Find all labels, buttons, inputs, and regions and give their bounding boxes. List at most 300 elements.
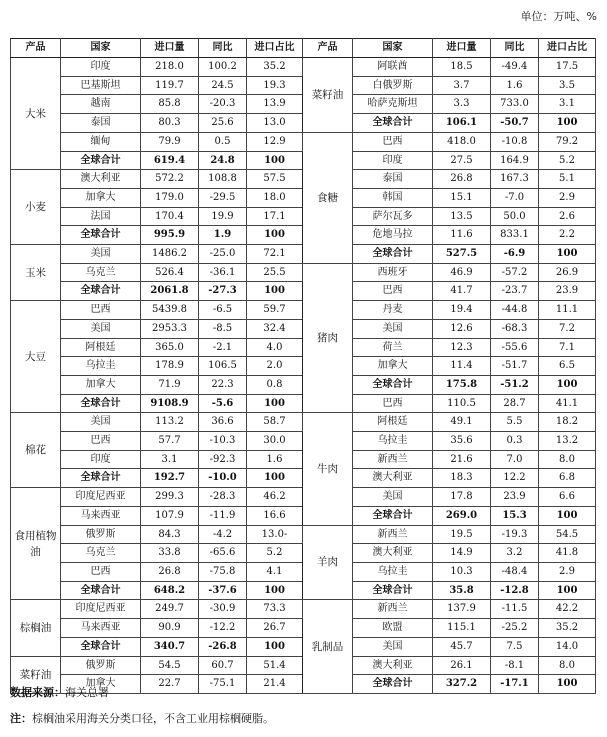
country-cell: 巴西 bbox=[353, 394, 433, 413]
volume-cell: 106.1 bbox=[433, 114, 491, 133]
country-cell: 俄罗斯 bbox=[61, 525, 141, 544]
share-cell: 57.5 bbox=[247, 170, 303, 189]
share-cell: 13.0 bbox=[247, 114, 303, 133]
table-row bbox=[11, 600, 596, 619]
share-cell: 100 bbox=[539, 114, 596, 133]
yoy-cell: -11.9 bbox=[199, 506, 247, 525]
country-cell: 欧盟 bbox=[353, 619, 433, 638]
yoy-cell: 1.9 bbox=[199, 226, 247, 245]
volume-cell: 33.8 bbox=[141, 544, 199, 563]
volume-cell: 107.9 bbox=[141, 506, 199, 525]
volume-cell: 365.0 bbox=[141, 338, 199, 357]
yoy-cell: 167.3 bbox=[491, 170, 539, 189]
volume-cell: 57.7 bbox=[141, 432, 199, 451]
volume-cell: 22.7 bbox=[141, 675, 199, 694]
volume-cell: 5439.8 bbox=[141, 301, 199, 320]
country-cell: 巴西 bbox=[61, 562, 141, 581]
yoy-cell: -51.2 bbox=[491, 375, 539, 394]
product-cell: 棕榈油 bbox=[11, 600, 61, 656]
volume-cell: 19.4 bbox=[433, 301, 491, 320]
share-cell: 17.1 bbox=[247, 207, 303, 226]
volume-cell: 327.2 bbox=[433, 675, 491, 694]
volume-cell: 113.2 bbox=[141, 413, 199, 432]
share-cell: 6.5 bbox=[539, 357, 596, 376]
yoy-cell: 164.9 bbox=[491, 151, 539, 170]
yoy-cell: 19.9 bbox=[199, 207, 247, 226]
country-cell: 乌拉圭 bbox=[61, 357, 141, 376]
country-cell: 美国 bbox=[61, 245, 141, 264]
header-product-right: 产品 bbox=[303, 39, 353, 58]
product-cell: 大米 bbox=[11, 58, 61, 170]
yoy-cell: -30.9 bbox=[199, 600, 247, 619]
unit-label: 单位：万吨、% bbox=[520, 10, 597, 23]
country-cell: 泰国 bbox=[353, 170, 433, 189]
share-cell: 4.1 bbox=[247, 562, 303, 581]
volume-cell: 9108.9 bbox=[141, 394, 199, 413]
share-cell: 18.2 bbox=[539, 413, 596, 432]
yoy-cell: -8.1 bbox=[491, 656, 539, 675]
country-cell: 乌克兰 bbox=[61, 263, 141, 282]
share-cell: 72.1 bbox=[247, 245, 303, 264]
country-cell: 乌拉圭 bbox=[353, 432, 433, 451]
country-cell: 丹麦 bbox=[353, 301, 433, 320]
volume-cell: 41.7 bbox=[433, 282, 491, 301]
volume-cell: 2061.8 bbox=[141, 282, 199, 301]
country-cell: 印度 bbox=[61, 450, 141, 469]
share-cell: 4.0 bbox=[247, 338, 303, 357]
share-cell: 100 bbox=[539, 581, 596, 600]
share-cell: 100 bbox=[539, 245, 596, 264]
share-cell: 100 bbox=[247, 226, 303, 245]
yoy-cell: 5.5 bbox=[491, 413, 539, 432]
share-cell: 59.7 bbox=[247, 301, 303, 320]
yoy-cell: 0.5 bbox=[199, 132, 247, 151]
country-cell: 白俄罗斯 bbox=[353, 76, 433, 95]
country-cell: 新西兰 bbox=[353, 525, 433, 544]
share-cell: 2.9 bbox=[539, 562, 596, 581]
header-country: 国家 bbox=[61, 39, 141, 58]
share-cell: 5.2 bbox=[539, 151, 596, 170]
yoy-cell: -92.3 bbox=[199, 450, 247, 469]
yoy-cell: -49.4 bbox=[491, 58, 539, 77]
product-cell: 小麦 bbox=[11, 170, 61, 245]
yoy-cell: -75.1 bbox=[199, 675, 247, 694]
volume-cell: 14.9 bbox=[433, 544, 491, 563]
share-cell: 73.3 bbox=[247, 600, 303, 619]
header-share: 进口占比 bbox=[247, 39, 303, 58]
table-row bbox=[11, 263, 596, 282]
volume-cell: 418.0 bbox=[433, 132, 491, 151]
yoy-cell: 24.8 bbox=[199, 151, 247, 170]
share-cell: 11.1 bbox=[539, 301, 596, 320]
share-cell: 13.2 bbox=[539, 432, 596, 451]
yoy-cell: -51.7 bbox=[491, 357, 539, 376]
yoy-cell: -57.2 bbox=[491, 263, 539, 282]
country-cell: 全球合计 bbox=[353, 245, 433, 264]
country-cell: 危地马拉 bbox=[353, 226, 433, 245]
country-cell: 全球合计 bbox=[61, 581, 141, 600]
volume-cell: 2953.3 bbox=[141, 319, 199, 338]
volume-cell: 526.4 bbox=[141, 263, 199, 282]
share-cell: 2.2 bbox=[539, 226, 596, 245]
share-cell: 79.2 bbox=[539, 132, 596, 151]
yoy-cell: 7.5 bbox=[491, 637, 539, 656]
country-cell: 印度尼西亚 bbox=[61, 488, 141, 507]
country-cell: 哈萨克斯坦 bbox=[353, 95, 433, 114]
source-value: 海关总署 bbox=[65, 686, 109, 699]
country-cell: 加拿大 bbox=[61, 675, 141, 694]
volume-cell: 45.7 bbox=[433, 637, 491, 656]
yoy-cell: 1.6 bbox=[491, 76, 539, 95]
yoy-cell: -25.2 bbox=[491, 619, 539, 638]
yoy-cell: 23.9 bbox=[491, 488, 539, 507]
volume-cell: 3.7 bbox=[433, 76, 491, 95]
country-cell: 美国 bbox=[353, 319, 433, 338]
country-cell: 乌克兰 bbox=[61, 544, 141, 563]
yoy-cell: 28.7 bbox=[491, 394, 539, 413]
product-cell: 菜籽油 bbox=[303, 58, 353, 133]
share-cell: 35.2 bbox=[539, 619, 596, 638]
country-cell: 全球合计 bbox=[61, 151, 141, 170]
country-cell: 全球合计 bbox=[353, 114, 433, 133]
volume-cell: 115.1 bbox=[433, 619, 491, 638]
country-cell: 美国 bbox=[353, 637, 433, 656]
yoy-cell: -12.8 bbox=[491, 581, 539, 600]
yoy-cell: 24.5 bbox=[199, 76, 247, 95]
yoy-cell: -10.8 bbox=[491, 132, 539, 151]
volume-cell: 17.8 bbox=[433, 488, 491, 507]
share-cell: 13.9 bbox=[247, 95, 303, 114]
volume-cell: 527.5 bbox=[433, 245, 491, 264]
share-cell: 100 bbox=[539, 375, 596, 394]
share-cell: 100 bbox=[247, 469, 303, 488]
yoy-cell: 15.3 bbox=[491, 506, 539, 525]
yoy-cell: -36.1 bbox=[199, 263, 247, 282]
share-cell: 8.0 bbox=[539, 656, 596, 675]
share-cell: 7.2 bbox=[539, 319, 596, 338]
product-cell: 玉米 bbox=[11, 245, 61, 301]
product-cell: 牛肉 bbox=[303, 413, 353, 525]
yoy-cell: -8.5 bbox=[199, 319, 247, 338]
yoy-cell: -10.0 bbox=[199, 469, 247, 488]
share-cell: 19.3 bbox=[247, 76, 303, 95]
volume-cell: 1486.2 bbox=[141, 245, 199, 264]
yoy-cell: 106.5 bbox=[199, 357, 247, 376]
share-cell: 100 bbox=[247, 151, 303, 170]
yoy-cell: 7.0 bbox=[491, 450, 539, 469]
note-value: 棕榈油采用海关分类口径，不含工业用棕榈硬脂。 bbox=[32, 712, 274, 725]
country-cell: 全球合计 bbox=[353, 675, 433, 694]
country-cell: 加拿大 bbox=[353, 357, 433, 376]
share-cell: 1.6 bbox=[247, 450, 303, 469]
country-cell: 加拿大 bbox=[61, 188, 141, 207]
share-cell: 0.8 bbox=[247, 375, 303, 394]
share-cell: 100 bbox=[247, 581, 303, 600]
volume-cell: 79.9 bbox=[141, 132, 199, 151]
country-cell: 缅甸 bbox=[61, 132, 141, 151]
country-cell: 全球合计 bbox=[353, 375, 433, 394]
volume-cell: 18.5 bbox=[433, 58, 491, 77]
share-cell: 100 bbox=[247, 282, 303, 301]
country-cell: 巴西 bbox=[353, 282, 433, 301]
country-cell: 美国 bbox=[61, 319, 141, 338]
volume-cell: 21.6 bbox=[433, 450, 491, 469]
share-cell: 100 bbox=[539, 675, 596, 694]
volume-cell: 54.5 bbox=[141, 656, 199, 675]
product-cell: 棉花 bbox=[11, 413, 61, 488]
volume-cell: 71.9 bbox=[141, 375, 199, 394]
share-cell: 25.5 bbox=[247, 263, 303, 282]
yoy-cell: -28.3 bbox=[199, 488, 247, 507]
yoy-cell: 12.2 bbox=[491, 469, 539, 488]
country-cell: 澳大利亚 bbox=[61, 170, 141, 189]
yoy-cell: -65.6 bbox=[199, 544, 247, 563]
product-cell: 乳制品 bbox=[303, 600, 353, 694]
table-row bbox=[11, 413, 596, 432]
volume-cell: 49.1 bbox=[433, 413, 491, 432]
volume-cell: 27.5 bbox=[433, 151, 491, 170]
share-cell: 6.8 bbox=[539, 469, 596, 488]
country-cell: 美国 bbox=[353, 488, 433, 507]
share-cell: 51.4 bbox=[247, 656, 303, 675]
header-yoy: 同比 bbox=[199, 39, 247, 58]
yoy-cell: -4.2 bbox=[199, 525, 247, 544]
product-cell: 食用植物油 bbox=[11, 488, 61, 600]
yoy-cell: -12.2 bbox=[199, 619, 247, 638]
yoy-cell: -7.0 bbox=[491, 188, 539, 207]
volume-cell: 13.5 bbox=[433, 207, 491, 226]
yoy-cell: -5.6 bbox=[199, 394, 247, 413]
country-cell: 乌拉圭 bbox=[353, 562, 433, 581]
volume-cell: 137.9 bbox=[433, 600, 491, 619]
table-row bbox=[11, 525, 596, 544]
volume-cell: 995.9 bbox=[141, 226, 199, 245]
country-cell: 澳大利亚 bbox=[353, 469, 433, 488]
share-cell: 32.4 bbox=[247, 319, 303, 338]
source-label: 数据来源： bbox=[10, 686, 65, 699]
yoy-cell: 0.3 bbox=[491, 432, 539, 451]
product-cell: 大豆 bbox=[11, 301, 61, 413]
country-cell: 巴西 bbox=[61, 432, 141, 451]
yoy-cell: -10.3 bbox=[199, 432, 247, 451]
country-cell: 新西兰 bbox=[353, 600, 433, 619]
volume-cell: 26.1 bbox=[433, 656, 491, 675]
yoy-cell: -17.1 bbox=[491, 675, 539, 694]
volume-cell: 80.3 bbox=[141, 114, 199, 133]
product-cell: 食糖 bbox=[303, 132, 353, 263]
share-cell: 18.0 bbox=[247, 188, 303, 207]
yoy-cell: 25.6 bbox=[199, 114, 247, 133]
volume-cell: 179.0 bbox=[141, 188, 199, 207]
volume-cell: 26.8 bbox=[141, 562, 199, 581]
volume-cell: 90.9 bbox=[141, 619, 199, 638]
country-cell: 西班牙 bbox=[353, 263, 433, 282]
yoy-cell: -23.7 bbox=[491, 282, 539, 301]
share-cell: 14.0 bbox=[539, 637, 596, 656]
share-cell: 26.9 bbox=[539, 263, 596, 282]
country-cell: 越南 bbox=[61, 95, 141, 114]
yoy-cell: -48.4 bbox=[491, 562, 539, 581]
yoy-cell: -37.6 bbox=[199, 581, 247, 600]
yoy-cell: -19.3 bbox=[491, 525, 539, 544]
volume-cell: 3.3 bbox=[433, 95, 491, 114]
country-cell: 荷兰 bbox=[353, 338, 433, 357]
country-cell: 泰国 bbox=[61, 114, 141, 133]
yoy-cell: 50.0 bbox=[491, 207, 539, 226]
volume-cell: 15.1 bbox=[433, 188, 491, 207]
volume-cell: 10.3 bbox=[433, 562, 491, 581]
header-volume: 进口量 bbox=[141, 39, 199, 58]
country-cell: 巴西 bbox=[61, 301, 141, 320]
volume-cell: 3.1 bbox=[141, 450, 199, 469]
share-cell: 13.0- bbox=[247, 525, 303, 544]
country-cell: 澳大利亚 bbox=[353, 656, 433, 675]
yoy-cell: -6.9 bbox=[491, 245, 539, 264]
country-cell: 马来西亚 bbox=[61, 619, 141, 638]
volume-cell: 26.8 bbox=[433, 170, 491, 189]
share-cell: 26.7 bbox=[247, 619, 303, 638]
yoy-cell: -29.5 bbox=[199, 188, 247, 207]
share-cell: 16.6 bbox=[247, 506, 303, 525]
yoy-cell: -27.3 bbox=[199, 282, 247, 301]
volume-cell: 11.6 bbox=[433, 226, 491, 245]
volume-cell: 619.4 bbox=[141, 151, 199, 170]
volume-cell: 119.7 bbox=[141, 76, 199, 95]
header-country-right: 国家 bbox=[353, 39, 433, 58]
header-yoy-right: 同比 bbox=[491, 39, 539, 58]
volume-cell: 299.3 bbox=[141, 488, 199, 507]
country-cell: 韩国 bbox=[353, 188, 433, 207]
product-cell: 菜籽油 bbox=[11, 656, 61, 693]
table-row bbox=[11, 132, 596, 151]
yoy-cell: -20.3 bbox=[199, 95, 247, 114]
yoy-cell: 36.6 bbox=[199, 413, 247, 432]
country-cell: 全球合计 bbox=[61, 282, 141, 301]
country-cell: 全球合计 bbox=[61, 637, 141, 656]
share-cell: 100 bbox=[539, 506, 596, 525]
yoy-cell: 833.1 bbox=[491, 226, 539, 245]
yoy-cell: 22.3 bbox=[199, 375, 247, 394]
country-cell: 阿联酋 bbox=[353, 58, 433, 77]
import-table bbox=[10, 38, 596, 694]
volume-cell: 84.3 bbox=[141, 525, 199, 544]
volume-cell: 19.5 bbox=[433, 525, 491, 544]
share-cell: 58.7 bbox=[247, 413, 303, 432]
yoy-cell: -11.5 bbox=[491, 600, 539, 619]
country-cell: 印度 bbox=[61, 58, 141, 77]
country-cell: 全球合计 bbox=[353, 581, 433, 600]
volume-cell: 269.0 bbox=[433, 506, 491, 525]
yoy-cell: -68.3 bbox=[491, 319, 539, 338]
share-cell: 30.0 bbox=[247, 432, 303, 451]
share-cell: 41.1 bbox=[539, 394, 596, 413]
source-line bbox=[10, 684, 109, 700]
volume-cell: 18.3 bbox=[433, 469, 491, 488]
share-cell: 21.4 bbox=[247, 675, 303, 694]
share-cell: 3.5 bbox=[539, 76, 596, 95]
share-cell: 41.8 bbox=[539, 544, 596, 563]
share-cell: 17.5 bbox=[539, 58, 596, 77]
table-body bbox=[11, 58, 596, 694]
volume-cell: 218.0 bbox=[141, 58, 199, 77]
yoy-cell: 100.2 bbox=[199, 58, 247, 77]
share-cell: 2.0 bbox=[247, 357, 303, 376]
volume-cell: 175.8 bbox=[433, 375, 491, 394]
product-cell: 羊肉 bbox=[303, 525, 353, 600]
volume-cell: 11.4 bbox=[433, 357, 491, 376]
country-cell: 印度尼西亚 bbox=[61, 600, 141, 619]
share-cell: 35.2 bbox=[247, 58, 303, 77]
country-cell: 萨尔瓦多 bbox=[353, 207, 433, 226]
share-cell: 12.9 bbox=[247, 132, 303, 151]
yoy-cell: -55.6 bbox=[491, 338, 539, 357]
yoy-cell: -26.8 bbox=[199, 637, 247, 656]
share-cell: 42.2 bbox=[539, 600, 596, 619]
country-cell: 巴西 bbox=[353, 132, 433, 151]
volume-cell: 35.8 bbox=[433, 581, 491, 600]
share-cell: 7.1 bbox=[539, 338, 596, 357]
country-cell: 全球合计 bbox=[353, 506, 433, 525]
volume-cell: 192.7 bbox=[141, 469, 199, 488]
share-cell: 3.1 bbox=[539, 95, 596, 114]
volume-cell: 46.9 bbox=[433, 263, 491, 282]
header-share-right: 进口占比 bbox=[539, 39, 596, 58]
share-cell: 2.6 bbox=[539, 207, 596, 226]
share-cell: 23.9 bbox=[539, 282, 596, 301]
volume-cell: 12.6 bbox=[433, 319, 491, 338]
volume-cell: 648.2 bbox=[141, 581, 199, 600]
yoy-cell: -25.0 bbox=[199, 245, 247, 264]
country-cell: 巴基斯坦 bbox=[61, 76, 141, 95]
share-cell: 6.6 bbox=[539, 488, 596, 507]
share-cell: 2.9 bbox=[539, 188, 596, 207]
product-cell: 猪肉 bbox=[303, 263, 353, 413]
country-cell: 美国 bbox=[61, 413, 141, 432]
volume-cell: 12.3 bbox=[433, 338, 491, 357]
volume-cell: 249.7 bbox=[141, 600, 199, 619]
country-cell: 澳大利亚 bbox=[353, 544, 433, 563]
volume-cell: 35.6 bbox=[433, 432, 491, 451]
volume-cell: 572.2 bbox=[141, 170, 199, 189]
yoy-cell: 733.0 bbox=[491, 95, 539, 114]
note-line bbox=[10, 710, 274, 726]
note-label: 注： bbox=[10, 712, 32, 725]
volume-cell: 340.7 bbox=[141, 637, 199, 656]
country-cell: 印度 bbox=[353, 151, 433, 170]
country-cell: 新西兰 bbox=[353, 450, 433, 469]
volume-cell: 178.9 bbox=[141, 357, 199, 376]
share-cell: 54.5 bbox=[539, 525, 596, 544]
volume-cell: 85.8 bbox=[141, 95, 199, 114]
header-row bbox=[11, 39, 596, 58]
header-volume-right: 进口量 bbox=[433, 39, 491, 58]
share-cell: 100 bbox=[247, 637, 303, 656]
country-cell: 阿根廷 bbox=[353, 413, 433, 432]
volume-cell: 110.5 bbox=[433, 394, 491, 413]
volume-cell: 170.4 bbox=[141, 207, 199, 226]
country-cell: 马来西亚 bbox=[61, 506, 141, 525]
country-cell: 全球合计 bbox=[61, 469, 141, 488]
country-cell: 俄罗斯 bbox=[61, 656, 141, 675]
yoy-cell: 60.7 bbox=[199, 656, 247, 675]
country-cell: 法国 bbox=[61, 207, 141, 226]
table-row bbox=[11, 58, 596, 77]
yoy-cell: -6.5 bbox=[199, 301, 247, 320]
header-product: 产品 bbox=[11, 39, 61, 58]
country-cell: 全球合计 bbox=[61, 226, 141, 245]
share-cell: 46.2 bbox=[247, 488, 303, 507]
share-cell: 5.2 bbox=[247, 544, 303, 563]
